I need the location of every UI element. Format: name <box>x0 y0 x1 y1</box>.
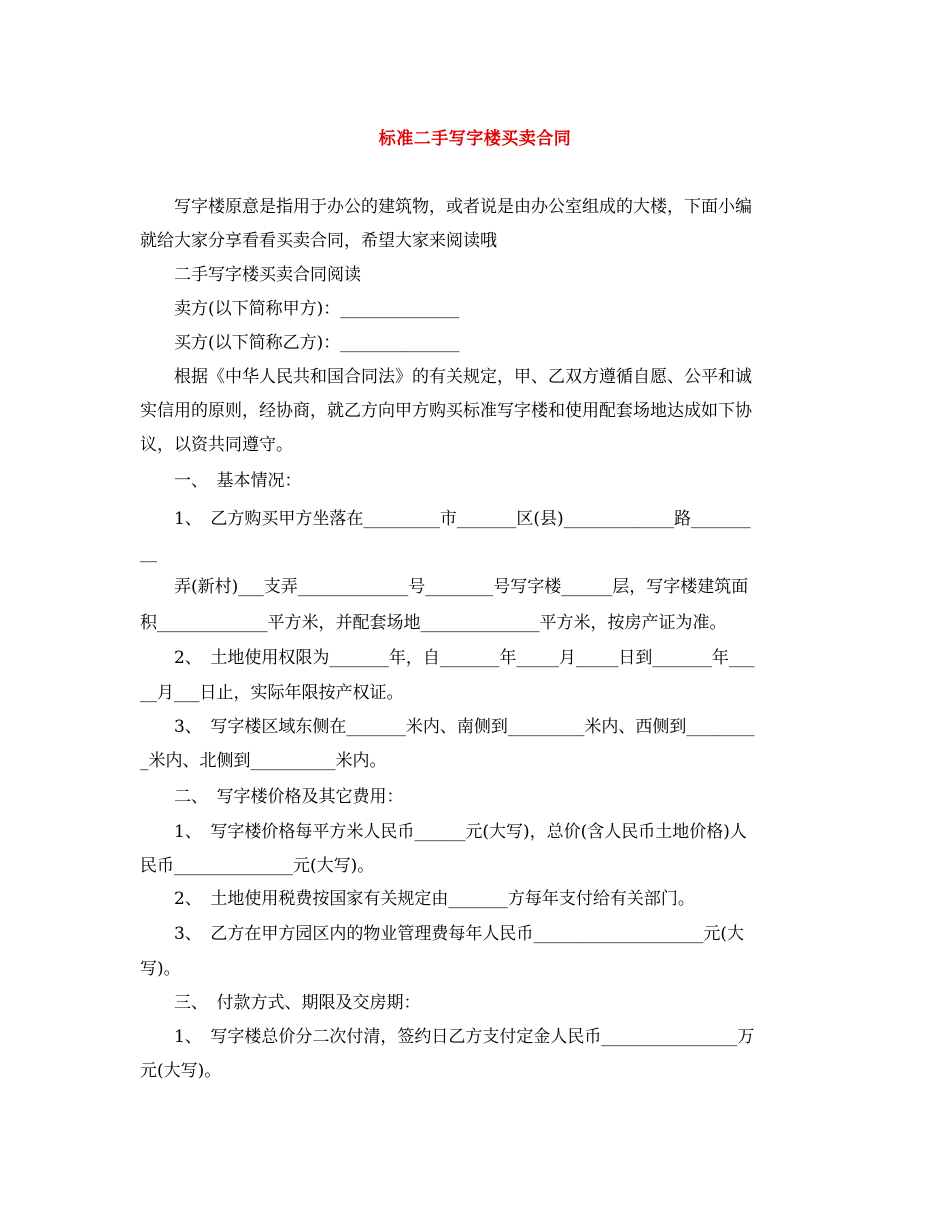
paragraph-line: __月___日止，实际年限按产权证。 <box>140 683 404 703</box>
paragraph-line: 写字楼原意是指用于办公的建筑物，或者说是由办公室组成的大楼，下面小编 <box>140 197 752 217</box>
paragraph-line: 二手写字楼买卖合同阅读 <box>140 265 361 285</box>
section-heading: 一、 基本情况： <box>140 471 302 491</box>
paragraph-line: 3、 写字楼区域东侧在_______米内、南侧到_________米内、西侧到________ <box>140 717 755 737</box>
paragraph-line: _米内、北侧到__________米内。 <box>140 751 387 771</box>
paragraph-line: 议，以资共同遵守。 <box>140 435 293 455</box>
paragraph-line: 弄(新村)___支弄_____________号________号写字楼______层，写字楼建筑面 <box>140 577 749 597</box>
paragraph-line: 根据《中华人民共和国合同法》的有关规定，甲、乙双方遵循自愿、公平和诚 <box>140 367 752 387</box>
paragraph-line: 1、 写字楼总价分二次付清，签约日乙方支付定金人民币________________万 <box>140 1027 755 1047</box>
seller-field-line: 卖方(以下简称甲方)：______________ <box>140 299 460 319</box>
paragraph-line: 就给大家分享看看买卖合同，希望大家来阅读哦 <box>140 231 497 251</box>
paragraph-line: 2、 土地使用权限为_______年，自_______年_____月_____日到_______年___ <box>140 648 755 668</box>
section-heading: 二、 写字楼价格及其它费用： <box>140 787 404 807</box>
paragraph-line: 1、 写字楼价格每平方米人民币______元(大写)，总价(含人民币土地价格)人 <box>140 822 747 842</box>
document-title: 标准二手写字楼买卖合同 <box>378 129 572 149</box>
buyer-field-line: 买方(以下简称乙方)：______________ <box>140 333 460 353</box>
paragraph-line: 3、 乙方在甲方园区内的物业管理费每年人民币____________________元(大 <box>140 924 744 944</box>
paragraph-line: 2、 土地使用税费按国家有关规定由_______方每年支付给有关部门。 <box>140 889 695 909</box>
paragraph-line: 积_____________平方米，并配套场地______________平方米，按房产证为准。 <box>140 613 727 633</box>
paragraph-line: 元(大写)。 <box>140 1061 222 1081</box>
paragraph-line: 实信用的原则，经协商，就乙方向甲方购买标准写字楼和使用配套场地达成如下协 <box>140 401 752 421</box>
section-heading: 三、 付款方式、期限及交房期： <box>140 993 421 1013</box>
paragraph-line: 1、 乙方购买甲方坐落在_________市_______区(县)_____________路_______ <box>140 509 751 529</box>
paragraph-line: 写)。 <box>140 959 181 979</box>
paragraph-line: 民币______________元(大写)。 <box>140 856 375 876</box>
paragraph-line: __ <box>140 543 157 563</box>
